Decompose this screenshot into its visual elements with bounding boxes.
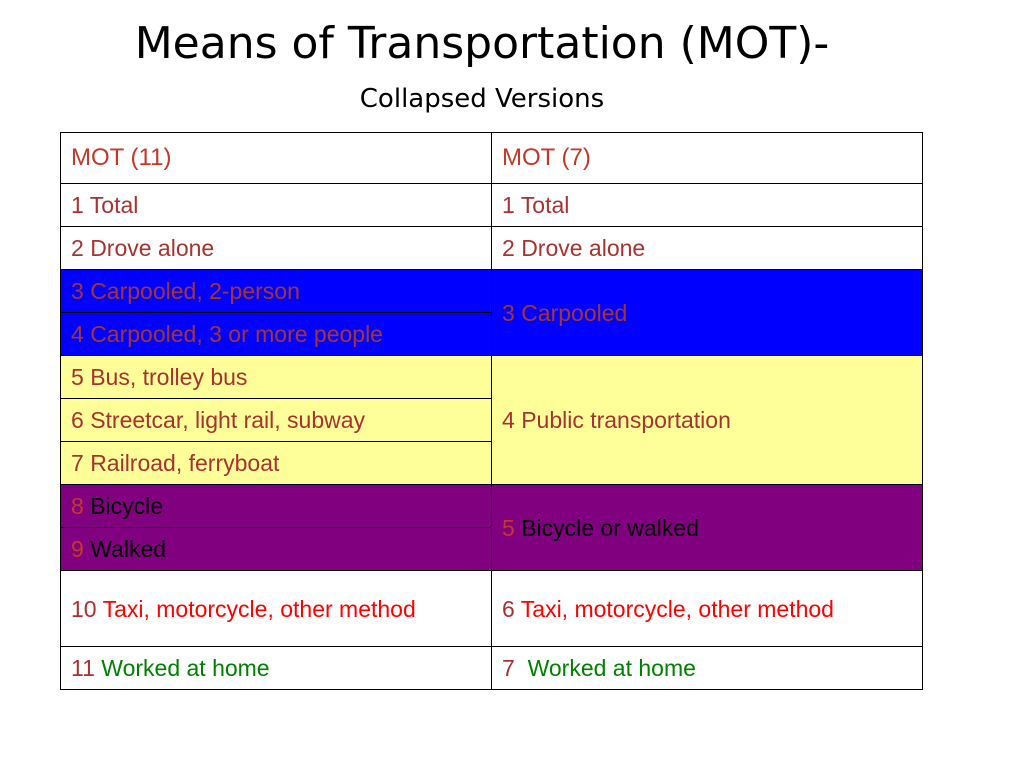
table-row [61, 270, 923, 313]
left-cell-drove-alone [61, 227, 492, 270]
table-row [61, 647, 923, 690]
left-label: Railroad, ferryboat [90, 450, 280, 476]
left-label: Taxi, motorcycle, other method [102, 595, 416, 622]
left-label: Carpooled, 3 or more people [90, 321, 383, 347]
right-cell-home [492, 647, 923, 690]
left-num: 2 [71, 235, 84, 261]
left-cell-bicycle [61, 485, 492, 528]
left-cell-taxi [61, 571, 492, 647]
table-row [61, 356, 923, 399]
header-mot-7: MOT (7) [492, 133, 923, 184]
right-cell-carpooled [492, 270, 923, 356]
left-cell-walked [61, 528, 492, 571]
right-cell-drove-alone [492, 227, 923, 270]
right-cell-public-transportation [492, 356, 923, 485]
right-label: Taxi, motorcycle, other method [520, 595, 834, 622]
left-num: 10 [71, 595, 97, 622]
left-label: Streetcar, light rail, subway [90, 407, 366, 433]
right-label: Total [520, 192, 570, 218]
left-label: Bicycle [90, 493, 164, 519]
left-cell-home [61, 647, 492, 690]
left-num: 7 [71, 450, 84, 476]
left-num: 9 [71, 536, 84, 562]
left-label: Total [89, 192, 139, 218]
slide-subtitle: Collapsed Versions [359, 84, 605, 114]
right-label: Worked at home [521, 655, 696, 681]
right-label: Public transportation [521, 407, 731, 433]
table-row [61, 485, 923, 528]
left-label: Walked [90, 536, 167, 562]
table-row [61, 184, 923, 227]
left-label: Drove alone [90, 235, 215, 261]
left-cell-total [61, 184, 492, 227]
left-num: 3 [71, 278, 84, 304]
right-num: 4 [502, 407, 515, 433]
mot-table [60, 132, 923, 690]
left-num: 8 [71, 493, 84, 519]
right-cell-taxi [492, 571, 923, 647]
header-mot-11: MOT (11) [61, 133, 492, 184]
left-label: Bus, trolley bus [90, 364, 248, 390]
left-num: 11 [71, 655, 95, 681]
table-header-row [61, 133, 923, 184]
left-num: 1 [71, 192, 84, 218]
left-cell-carpool-3plus [61, 313, 492, 356]
right-num: 7 [502, 655, 515, 681]
left-cell-carpool-2 [61, 270, 492, 313]
left-cell-railroad [61, 442, 492, 485]
left-label: Carpooled, 2-person [90, 278, 300, 304]
right-label: Carpooled [521, 299, 628, 326]
right-cell-total [492, 184, 923, 227]
right-label: Drove alone [521, 235, 646, 261]
left-num: 5 [71, 364, 84, 390]
left-num: 4 [71, 321, 84, 347]
left-cell-bus [61, 356, 492, 399]
right-num: 3 [502, 299, 515, 326]
table-row [61, 227, 923, 270]
right-num: 6 [502, 595, 515, 622]
right-num: 5 [502, 514, 515, 541]
table-row [61, 571, 923, 647]
right-num: 2 [502, 235, 515, 261]
left-cell-streetcar [61, 399, 492, 442]
right-num: 1 [502, 192, 515, 218]
slide-title: Means of Transportation (MOT)- [134, 18, 830, 69]
left-label: Worked at home [101, 655, 270, 681]
right-label: Bicycle or walked [521, 514, 699, 541]
right-cell-bicycle-walked [492, 485, 923, 571]
left-num: 6 [71, 407, 84, 433]
